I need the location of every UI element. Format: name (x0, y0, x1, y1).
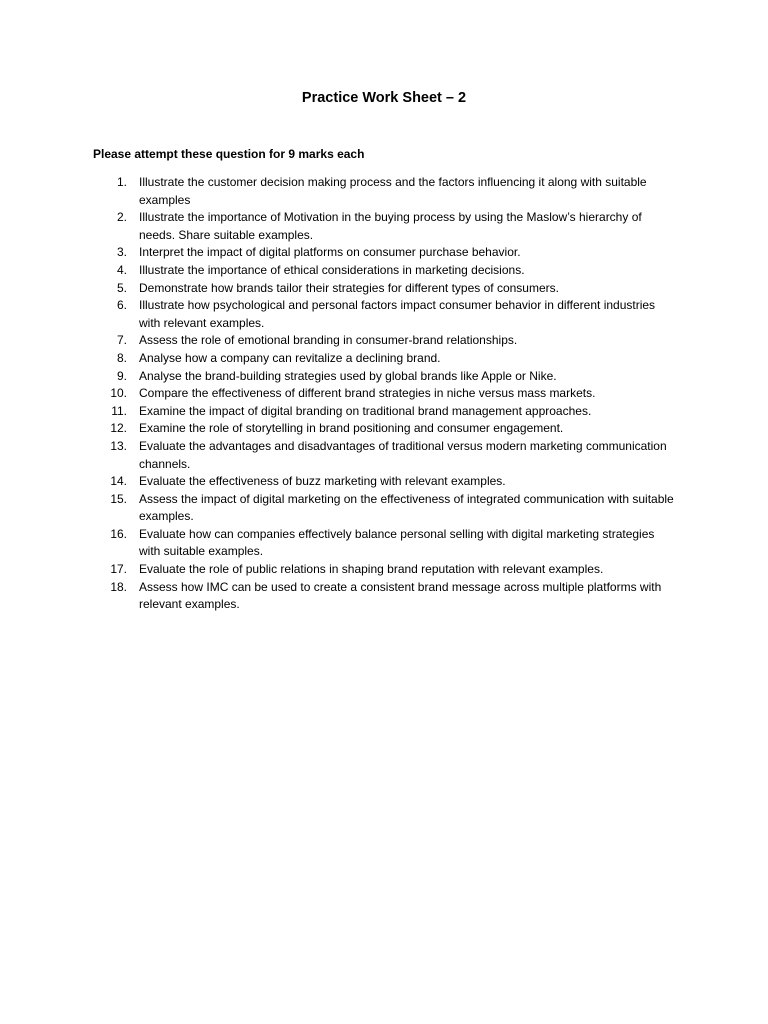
question-text: Analyse the brand-building strategies used by global brands like Apple or Nike. (139, 368, 557, 383)
question-number: 9. (116, 368, 127, 383)
question-text: Illustrate how psychological and personal factors impact consumer behavior in different industries with relevant examples. (139, 298, 656, 330)
question-number: 4. (116, 262, 127, 277)
question-text: Illustrate the customer decision making process and the factors influencing it along with suitable examples (139, 175, 647, 207)
question-text: Demonstrate how brands tailor their strategies for different types of consumers. (139, 280, 559, 295)
question-item (0, 403, 679, 421)
question-number: 7. (116, 333, 127, 348)
question-item (0, 244, 679, 262)
question-text: Assess the impact of digital marketing on the effectiveness of integrated communication with suitable examples. (139, 491, 674, 524)
question-number: 3. (116, 245, 127, 260)
question-item (0, 209, 679, 244)
question-number: 15. (110, 491, 127, 506)
question-text: Examine the role of storytelling in brand positioning and consumer engagement. (139, 421, 564, 436)
question-item (0, 262, 679, 280)
question-item (0, 579, 679, 614)
question-number: 16. (110, 526, 127, 541)
question-number: 6. (116, 298, 127, 313)
question-number: 18. (110, 579, 127, 594)
question-text: Illustrate the importance of ethical considerations in marketing decisions. (139, 262, 525, 277)
question-item (0, 561, 679, 579)
question-item (0, 526, 679, 561)
question-text: Assess the role of emotional branding in consumer-brand relationships. (139, 333, 518, 348)
instruction-text: Please attempt these question for 9 marks each (93, 147, 365, 161)
question-number: 5. (116, 280, 127, 295)
question-item (0, 297, 679, 332)
question-number: 13. (110, 438, 127, 453)
question-text: Evaluate the role of public relations in shaping brand reputation with relevant examples. (139, 562, 604, 577)
question-number: 17. (110, 562, 127, 577)
question-item (0, 280, 679, 298)
question-item (0, 368, 679, 386)
question-number: 2. (116, 210, 127, 225)
question-item (0, 332, 679, 350)
question-list (0, 174, 768, 614)
page-title: Practice Work Sheet – 2 (301, 90, 467, 106)
question-text: Evaluate the advantages and disadvantages of traditional versus modern marketing communication channels. (139, 438, 667, 471)
question-item (0, 350, 679, 368)
question-text: Interpret the impact of digital platforms on consumer purchase behavior. (139, 245, 521, 260)
question-text: Evaluate how can companies effectively balance personal selling with digital marketing strategies with suitable examples. (139, 526, 655, 559)
question-number: 11. (111, 403, 127, 418)
question-text: Evaluate the effectiveness of buzz marketing with relevant examples. (139, 474, 506, 489)
question-item (0, 438, 679, 473)
question-text: Analyse how a company can revitalize a declining brand. (139, 350, 441, 365)
question-text: Assess how IMC can be used to create a consistent brand message across multiple platforms with relevant examples. (139, 579, 662, 612)
question-text: Compare the effectiveness of different brand strategies in niche versus mass markets. (139, 386, 596, 401)
question-text: Illustrate the importance of Motivation in the buying process by using the Maslow’s hierarchy of needs. Share suitable examples. (139, 210, 642, 242)
question-number: 8. (116, 350, 127, 365)
question-item (0, 174, 679, 209)
question-number: 1. (116, 175, 127, 189)
question-item (0, 473, 679, 491)
question-item (0, 385, 679, 403)
question-item (0, 491, 679, 526)
question-text: Examine the impact of digital branding on traditional brand management approaches. (139, 403, 592, 418)
question-number: 12. (110, 421, 127, 436)
question-number: 10. (110, 386, 127, 401)
question-number: 14. (110, 474, 127, 489)
question-item (0, 420, 679, 438)
